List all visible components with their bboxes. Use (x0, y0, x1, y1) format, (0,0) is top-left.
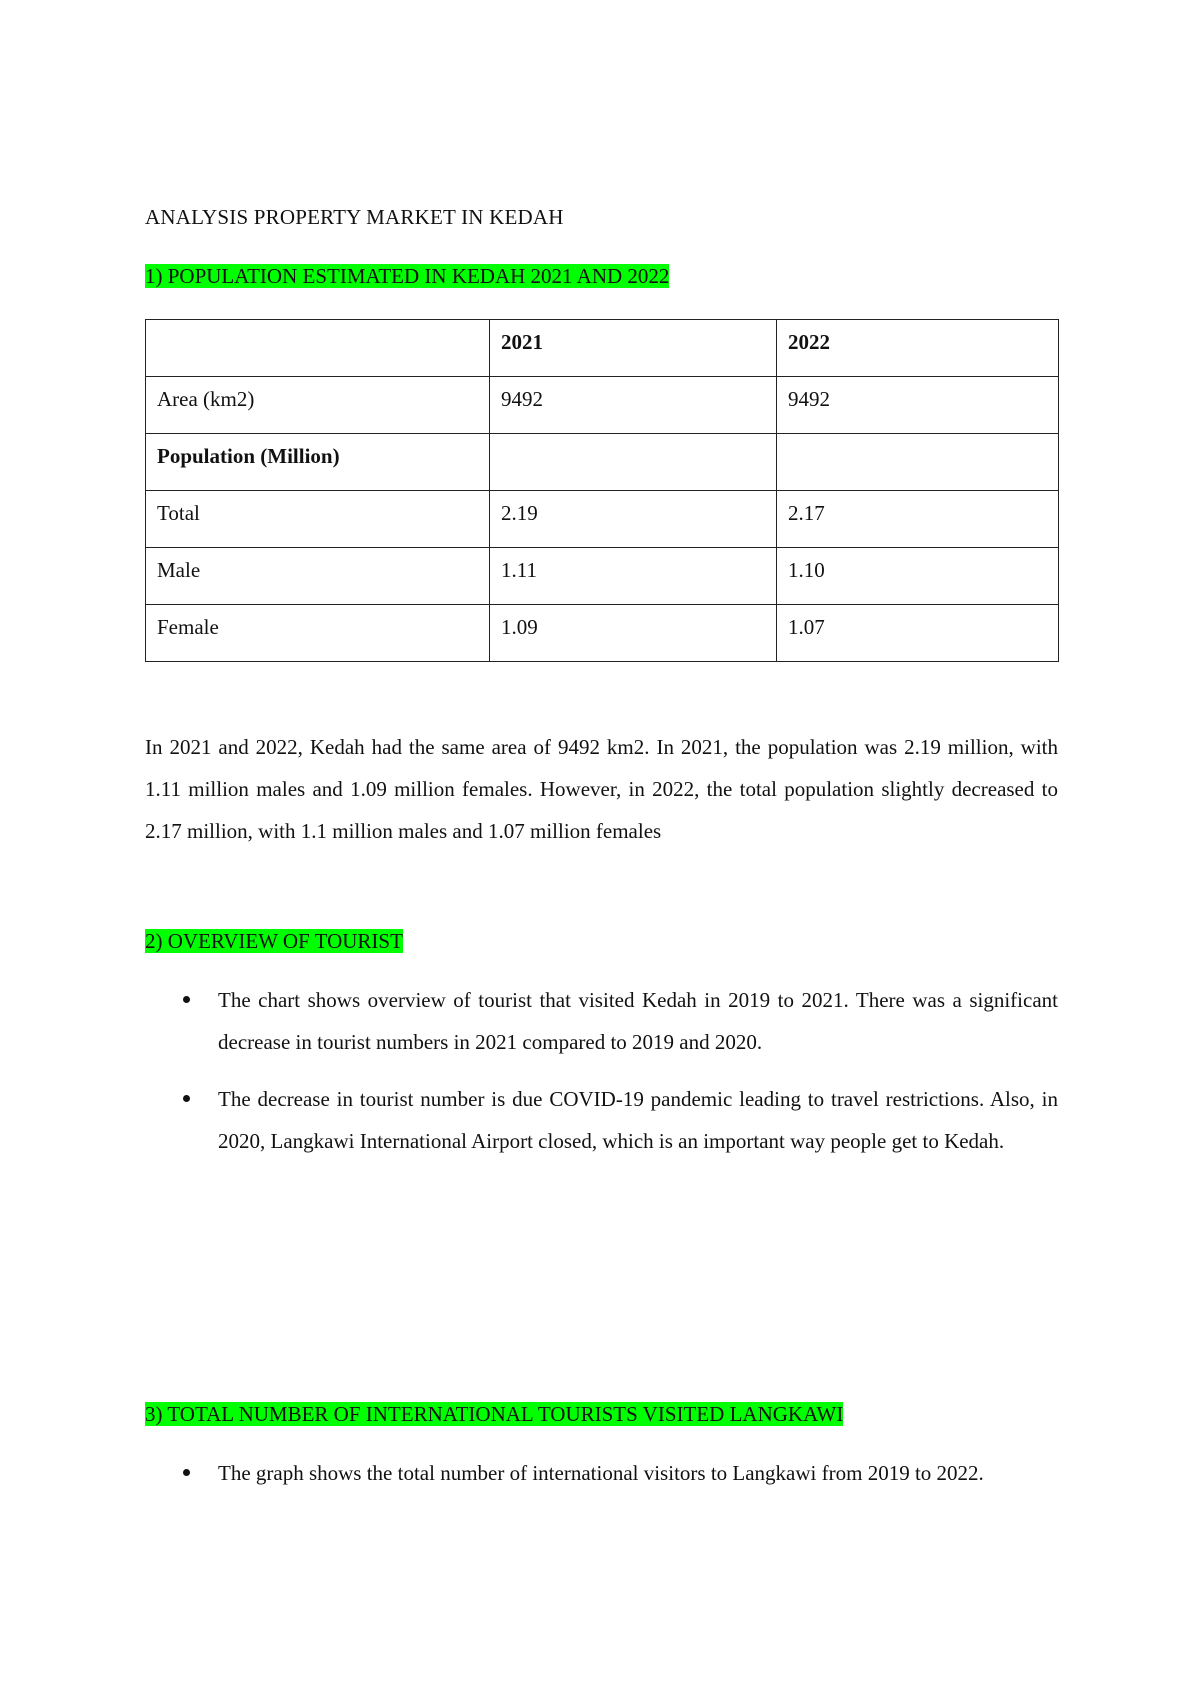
table-cell: Population (Million) (146, 434, 490, 491)
bullet-icon (183, 1095, 190, 1102)
population-table (145, 319, 1059, 662)
section-3-heading (145, 1401, 843, 1427)
table-cell: 1.09 (490, 605, 777, 662)
table-cell (777, 434, 1059, 491)
table-row (146, 605, 1059, 662)
list-item (145, 1078, 1058, 1162)
table-cell: Area (km2) (146, 377, 490, 434)
list-item-text: The decrease in tourist number is due COVID-19 pandemic leading to travel restrictions. Also, in 2020, Langkawi International Airport closed, which is an important way people get to Kedah. (218, 1087, 1058, 1153)
table-cell (490, 434, 777, 491)
section-2-heading (145, 928, 403, 954)
table-cell: 9492 (490, 377, 777, 434)
table-cell: Total (146, 491, 490, 548)
table-cell: 1.10 (777, 548, 1059, 605)
table-cell: 9492 (777, 377, 1059, 434)
table-header-cell (146, 320, 490, 377)
population-summary-paragraph: In 2021 and 2022, Kedah had the same area of 9492 km2. In 2021, the population was 2.19 million, with 1.11 million males and 1.09 million females. However, in 2022, the total population slightly decreased to 2.17 million, with 1.1 million males and 1.07 million females (145, 735, 1058, 843)
tourist-overview-list (145, 979, 1058, 1177)
table-header-cell-2021: 2021 (490, 320, 777, 377)
table-cell: 1.11 (490, 548, 777, 605)
section-3-heading-text: 3) TOTAL NUMBER OF INTERNATIONAL TOURISTS VISITED LANGKAWI (145, 1402, 844, 1426)
table-row (146, 548, 1059, 605)
table-header-cell-2022: 2022 (777, 320, 1059, 377)
table-cell: 2.19 (490, 491, 777, 548)
list-item (145, 1452, 1058, 1494)
section-1-heading-text: 1) POPULATION ESTIMATED IN KEDAH 2021 AND 2022 (145, 264, 670, 288)
bullet-icon (183, 996, 190, 1003)
list-item-text: The chart shows overview of tourist that visited Kedah in 2019 to 2021. There was a significant decrease in tourist numbers in 2021 compared to 2019 and 2020. (218, 988, 1058, 1054)
table-cell: 2.17 (777, 491, 1059, 548)
table-cell: Male (146, 548, 490, 605)
table-header-row (146, 320, 1059, 377)
table-row (146, 491, 1059, 548)
list-item (145, 979, 1058, 1063)
section-1-heading (145, 263, 669, 289)
section-2-heading-text: 2) OVERVIEW OF TOURIST (145, 929, 403, 953)
table-cell: Female (146, 605, 490, 662)
list-item-text: The graph shows the total number of international visitors to Langkawi from 2019 to 2022. (218, 1461, 984, 1485)
table-row (146, 434, 1059, 491)
international-tourists-list (145, 1452, 1058, 1509)
table-cell: 1.07 (777, 605, 1059, 662)
page-title: ANALYSIS PROPERTY MARKET IN KEDAH (145, 205, 564, 229)
table-row (146, 377, 1059, 434)
bullet-icon (183, 1469, 190, 1476)
